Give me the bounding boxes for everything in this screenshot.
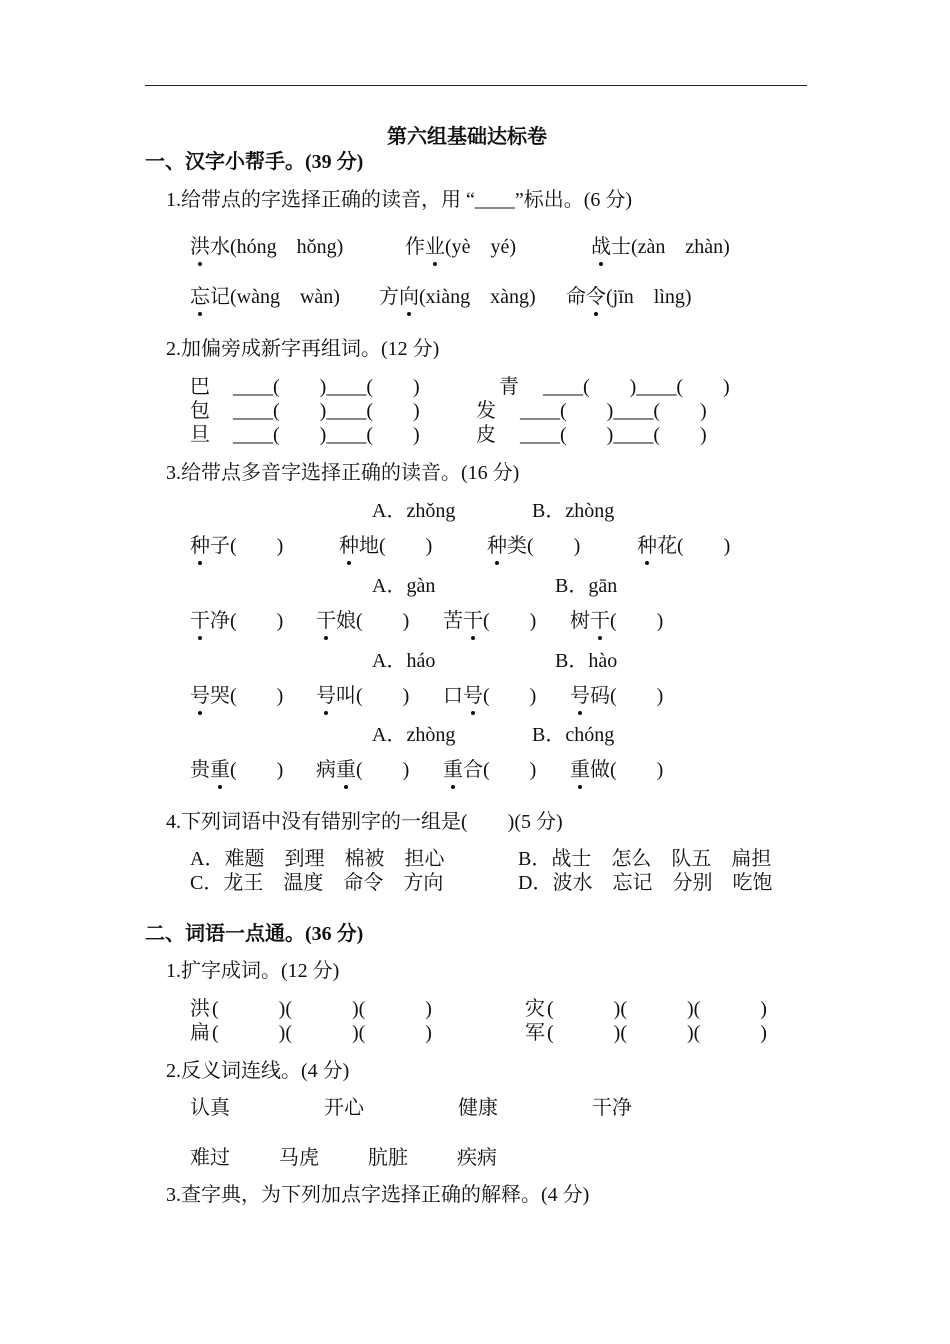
q3-word: 口号( )	[443, 685, 537, 707]
antonym-bottom[interactable]: 难过	[190, 1147, 230, 1169]
q2-blank: ____( )____( )	[233, 376, 420, 398]
q3-word: 号哭( )	[190, 685, 284, 707]
dotted-char: 干	[316, 610, 336, 632]
q2-row-char: 青	[499, 376, 519, 398]
dotted-char: 干	[190, 610, 210, 632]
q4-prompt: 4.下列词语中没有错别字的一组是( )(5 分)	[166, 811, 563, 833]
dotted-char: 洪	[190, 236, 210, 258]
dotted-char: 忘	[190, 286, 210, 308]
antonym-bottom[interactable]: 马虎	[279, 1147, 319, 1169]
q3-word: 重做( )	[570, 759, 664, 781]
q3-word: 病重( )	[316, 759, 410, 781]
q3-word: 号叫( )	[316, 685, 410, 707]
dotted-char: 重	[336, 759, 356, 781]
p2-q1-prompt: 1.扩字成词。(12 分)	[166, 960, 340, 982]
q3-word: 号码( )	[570, 685, 664, 707]
dotted-char: 号	[190, 685, 210, 707]
q3-option-b: B．hào	[555, 650, 618, 672]
q1-item: 忘记(wàng wàn)	[190, 286, 340, 308]
dotted-char: 号	[463, 685, 483, 707]
q3-option-a: A．gàn	[372, 575, 436, 597]
page-title: 第六组基础达标卷	[387, 126, 547, 148]
p2-q1-char: 扁	[190, 1022, 210, 1044]
q3-option-b: B．gān	[555, 575, 618, 597]
dotted-char: 干	[590, 610, 610, 632]
dotted-char: 业	[425, 236, 445, 258]
q2-blank: ____( )____( )	[520, 400, 707, 422]
dotted-char: 干	[463, 610, 483, 632]
q3-word: 树干( )	[570, 610, 664, 632]
antonym-top[interactable]: 开心	[324, 1097, 364, 1119]
antonym-top[interactable]: 认真	[190, 1097, 230, 1119]
q1-item: 洪水(hóng hǒng)	[190, 236, 344, 258]
p2-q1-char: 洪	[190, 998, 210, 1020]
antonym-bottom[interactable]: 肮脏	[368, 1147, 408, 1169]
q4-choice-d: D．波水 忘记 分别 吃饱	[518, 872, 773, 894]
q3-word: 苦干( )	[443, 610, 537, 632]
q4-choice-a: A．难题 到理 棉被 担心	[190, 848, 445, 870]
p2-q1-char: 军	[525, 1022, 545, 1044]
q2-prompt: 2.加偏旁成新字再组词。(12 分)	[166, 338, 440, 360]
p2-q2-prompt: 2.反义词连线。(4 分)	[166, 1060, 350, 1082]
q3-word: 干净( )	[190, 610, 284, 632]
q3-word: 干娘( )	[316, 610, 410, 632]
q3-option-a: A．zhǒng	[372, 500, 456, 522]
dotted-char: 重	[210, 759, 230, 781]
dotted-char: 种	[637, 535, 657, 557]
section-2-heading: 二、词语一点通。(36 分)	[145, 923, 364, 945]
q2-row-char: 巴	[190, 376, 210, 398]
q1-item: 作业(yè yé)	[405, 236, 517, 258]
dotted-char: 重	[443, 759, 463, 781]
p2-q1-blank: ( )( )( )	[212, 1022, 432, 1044]
header-rule	[145, 85, 807, 86]
dotted-char: 重	[570, 759, 590, 781]
q2-row-char: 皮	[476, 424, 496, 446]
p2-q1-blank: ( )( )( )	[212, 998, 432, 1020]
p2-q3-prompt: 3.查字典，为下列加点字选择正确的解释。(4 分)	[166, 1184, 590, 1206]
dotted-char: 种	[487, 535, 507, 557]
q3-option-b: B．zhòng	[532, 500, 615, 522]
q3-prompt: 3.给带点多音字选择正确的读音。(16 分)	[166, 462, 520, 484]
q3-word: 种子( )	[190, 535, 284, 557]
q3-word: 种地( )	[339, 535, 433, 557]
q2-blank: ____( )____( )	[233, 424, 420, 446]
dotted-char: 号	[570, 685, 590, 707]
q3-option-b: B．chóng	[532, 724, 615, 746]
section-1-heading: 一、汉字小帮手。(39 分)	[145, 151, 364, 173]
q4-choice-c: C．龙王 温度 命令 方向	[190, 872, 444, 894]
dotted-char: 号	[316, 685, 336, 707]
q2-row-char: 旦	[190, 424, 210, 446]
dotted-char: 令	[586, 286, 606, 308]
antonym-top[interactable]: 健康	[458, 1097, 498, 1119]
q2-blank: ____( )____( )	[543, 376, 730, 398]
dotted-char: 种	[339, 535, 359, 557]
q2-row-char: 发	[476, 400, 496, 422]
p2-q1-blank: ( )( )( )	[547, 998, 767, 1020]
q4-choice-b: B．战士 怎么 队五 扁担	[518, 848, 772, 870]
q2-blank: ____( )____( )	[233, 400, 420, 422]
q3-option-a: A．háo	[372, 650, 436, 672]
q2-row-char: 包	[190, 400, 210, 422]
antonym-top[interactable]: 干净	[592, 1097, 632, 1119]
q3-word: 贵重( )	[190, 759, 284, 781]
q1-item: 方向(xiàng xàng)	[379, 286, 536, 308]
q3-option-a: A．zhòng	[372, 724, 456, 746]
dotted-char: 种	[190, 535, 210, 557]
p2-q1-char: 灾	[525, 998, 545, 1020]
q3-word: 种花( )	[637, 535, 731, 557]
q3-word: 重合( )	[443, 759, 537, 781]
q2-blank: ____( )____( )	[520, 424, 707, 446]
q1-item: 命令(jīn lìng)	[566, 286, 692, 308]
q1-item: 战士(zàn zhàn)	[591, 236, 730, 258]
dotted-char: 向	[399, 286, 419, 308]
antonym-bottom[interactable]: 疾病	[457, 1147, 497, 1169]
q1-prompt: 1.给带点的字选择正确的读音，用 “____”标出。(6 分)	[166, 189, 633, 211]
q3-word: 种类( )	[487, 535, 581, 557]
p2-q1-blank: ( )( )( )	[547, 1022, 767, 1044]
dotted-char: 战	[591, 236, 611, 258]
